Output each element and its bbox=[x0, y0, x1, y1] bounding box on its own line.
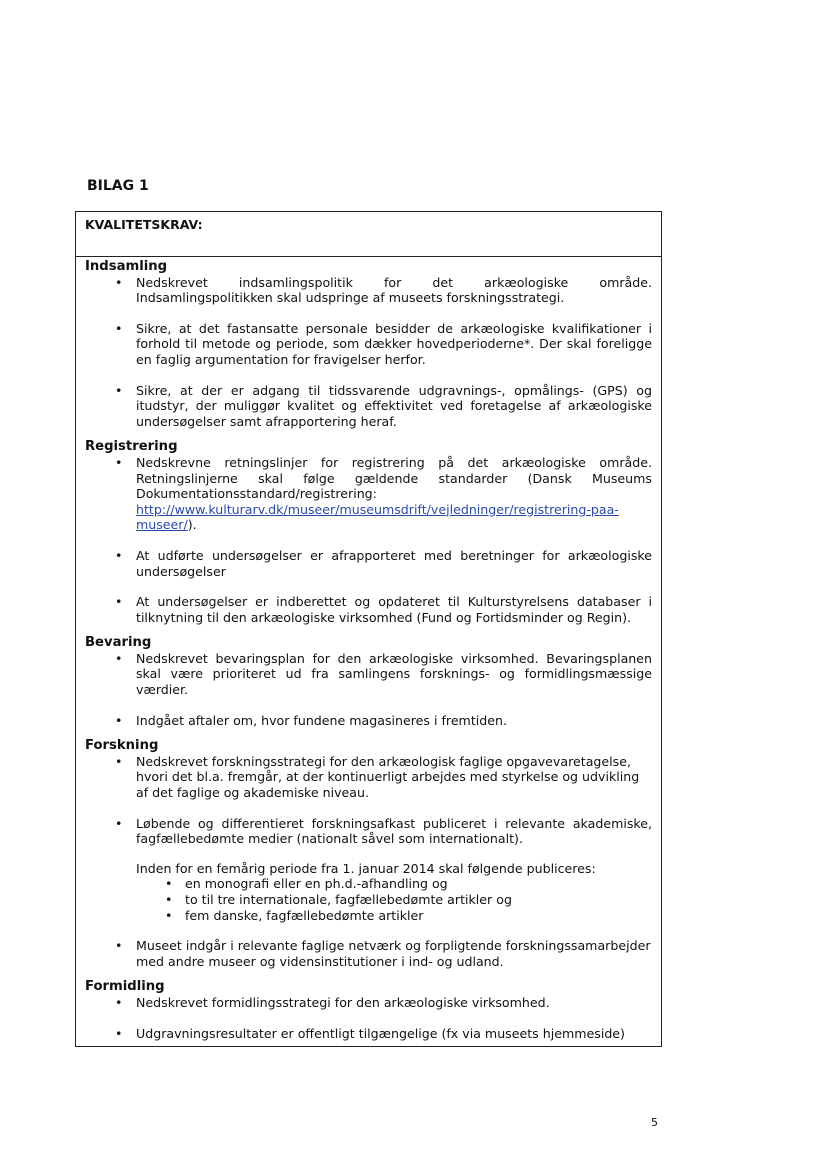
bullet: • bbox=[115, 274, 123, 290]
list-item bbox=[85, 321, 652, 368]
list-item-text: At udførte undersøgelser er afrapporteret med beretninger for arkæologiske undersøgelser bbox=[136, 547, 652, 579]
list-item-text bbox=[136, 455, 652, 533]
bullet: • bbox=[115, 1025, 123, 1041]
bullet: • bbox=[165, 907, 173, 923]
section-title-forskning: Forskning bbox=[85, 738, 159, 754]
bullet: • bbox=[115, 938, 123, 954]
bullet: • bbox=[165, 892, 173, 907]
publication-requirement-text: Inden for en femårig periode fra 1. januar 2014 skal følgende publiceres: bbox=[136, 860, 596, 876]
section-title-formidling: Formidling bbox=[85, 979, 165, 995]
list-item-text: Nedskrevet bevaringsplan for den arkæologiske virksomhed. Bevaringsplanen skal være prioriteret ud fra samlingens forsknings- og formidlingsmæssige værdier. bbox=[136, 650, 652, 698]
list-item bbox=[85, 938, 652, 969]
bullet: • bbox=[115, 712, 123, 728]
bullet: • bbox=[115, 753, 123, 769]
list-item bbox=[85, 651, 652, 698]
page-heading: BILAG 1 bbox=[87, 178, 149, 194]
page-number: 5 bbox=[651, 1116, 658, 1129]
registration-guideline-link[interactable]: http://www.kulturarv.dk/museer/museumsdrift/vejledninger/registrering-paa-museer/ bbox=[136, 501, 619, 533]
list-item-text: Sikre, at der er adgang til tidssvarende udgravnings-, opmålings- (GPS) og itudstyr, der muliggør kvalitet og effektivitet ved foretagelse af arkæologiske undersøgelser samt afrapportering heraf. bbox=[136, 382, 652, 429]
bullet: • bbox=[115, 547, 123, 563]
bullet: • bbox=[115, 320, 123, 336]
list-item bbox=[85, 1026, 652, 1042]
bullet: • bbox=[115, 994, 123, 1010]
sub-list-item bbox=[85, 908, 652, 924]
sub-list-item-text: en monografi eller en ph.d.-afhandling og bbox=[185, 876, 448, 892]
sub-list-item bbox=[85, 876, 652, 892]
list-item-text-end: ). bbox=[187, 517, 197, 533]
bullet: • bbox=[115, 382, 123, 398]
list-item-text: Nedskrevet forskningsstrategi for den arkæologisk faglige opgavevaretagelse, hvori det bl.a. fremgår, at der kontinuerligt arbejdes med styrkelse og udvikling af det faglige og akademiske niveau. bbox=[136, 753, 640, 801]
section-title-indsamling: Indsamling bbox=[85, 259, 168, 274]
bullet: • bbox=[115, 650, 123, 666]
list-item-text: Nedskrevet indsamlingspolitik for det arkæologiske område. Indsamlingspolitikken skal udspringe af museets forskningsstrategi. bbox=[136, 274, 652, 306]
list-item bbox=[85, 594, 652, 625]
list-item bbox=[85, 455, 652, 533]
list-item-text: Indgået aftaler om, hvor fundene magasineres i fremtiden. bbox=[136, 712, 507, 728]
list-item bbox=[85, 995, 652, 1011]
list-item-text: Sikre, at det fastansatte personale besidder de arkæologiske kvalifikationer i forhold til metode og periode, som dækker hovedperioderne*. Der skal foreligge en faglig argumentation for fravigelser herfor. bbox=[136, 320, 652, 367]
list-item-text: Udgravningsresultater er offentligt tilgængelige (fx via museets hjemmeside) bbox=[136, 1025, 625, 1041]
table-header: KVALITETSKRAV: bbox=[76, 212, 661, 257]
list-item bbox=[85, 548, 652, 579]
list-item bbox=[85, 383, 652, 430]
section-title-registrering: Registrering bbox=[85, 439, 178, 455]
sub-list-item-text: fem danske, fagfællebedømte artikler bbox=[185, 907, 424, 923]
list-item-text: Museet indgår i relevante faglige netværk og forpligtende forskningssamarbejder med andre museer og vidensinstitutioner i ind- og udland. bbox=[136, 938, 651, 969]
list-item bbox=[85, 713, 652, 729]
sub-list-item bbox=[85, 892, 652, 908]
bullet: • bbox=[165, 876, 173, 892]
bullet: • bbox=[115, 594, 123, 610]
list-item bbox=[85, 275, 652, 306]
table-body bbox=[76, 259, 661, 1041]
requirements-table bbox=[75, 211, 662, 1047]
bullet: • bbox=[115, 815, 123, 831]
list-item-text-part: Nedskrevne retningslinjer for registrering på det arkæologiske område. Retningslinjerne skal følge gældende standarder (Dansk Museums Dokumentationsstandard/registrering: bbox=[136, 454, 652, 502]
bullet: • bbox=[115, 454, 123, 470]
list-item-text: Løbende og differentieret forskningsafkast publiceret i relevante akademiske, fagfællebedømte medier (nationalt såvel som internationalt). bbox=[136, 815, 652, 847]
list-item-text: At undersøgelser er indberettet og opdateret til Kulturstyrelsens databaser i tilknytning til den arkæologiske virksomhed (Fund og Fortidsminder og Regin). bbox=[136, 594, 652, 625]
list-item bbox=[85, 754, 652, 801]
section-title-bevaring: Bevaring bbox=[85, 635, 152, 651]
list-item-text: Nedskrevet formidlingsstrategi for den arkæologiske virksomhed. bbox=[136, 994, 550, 1010]
sub-list-item-text: to til tre internationale, fagfællebedømte artikler og bbox=[185, 892, 512, 907]
list-item bbox=[85, 816, 652, 847]
